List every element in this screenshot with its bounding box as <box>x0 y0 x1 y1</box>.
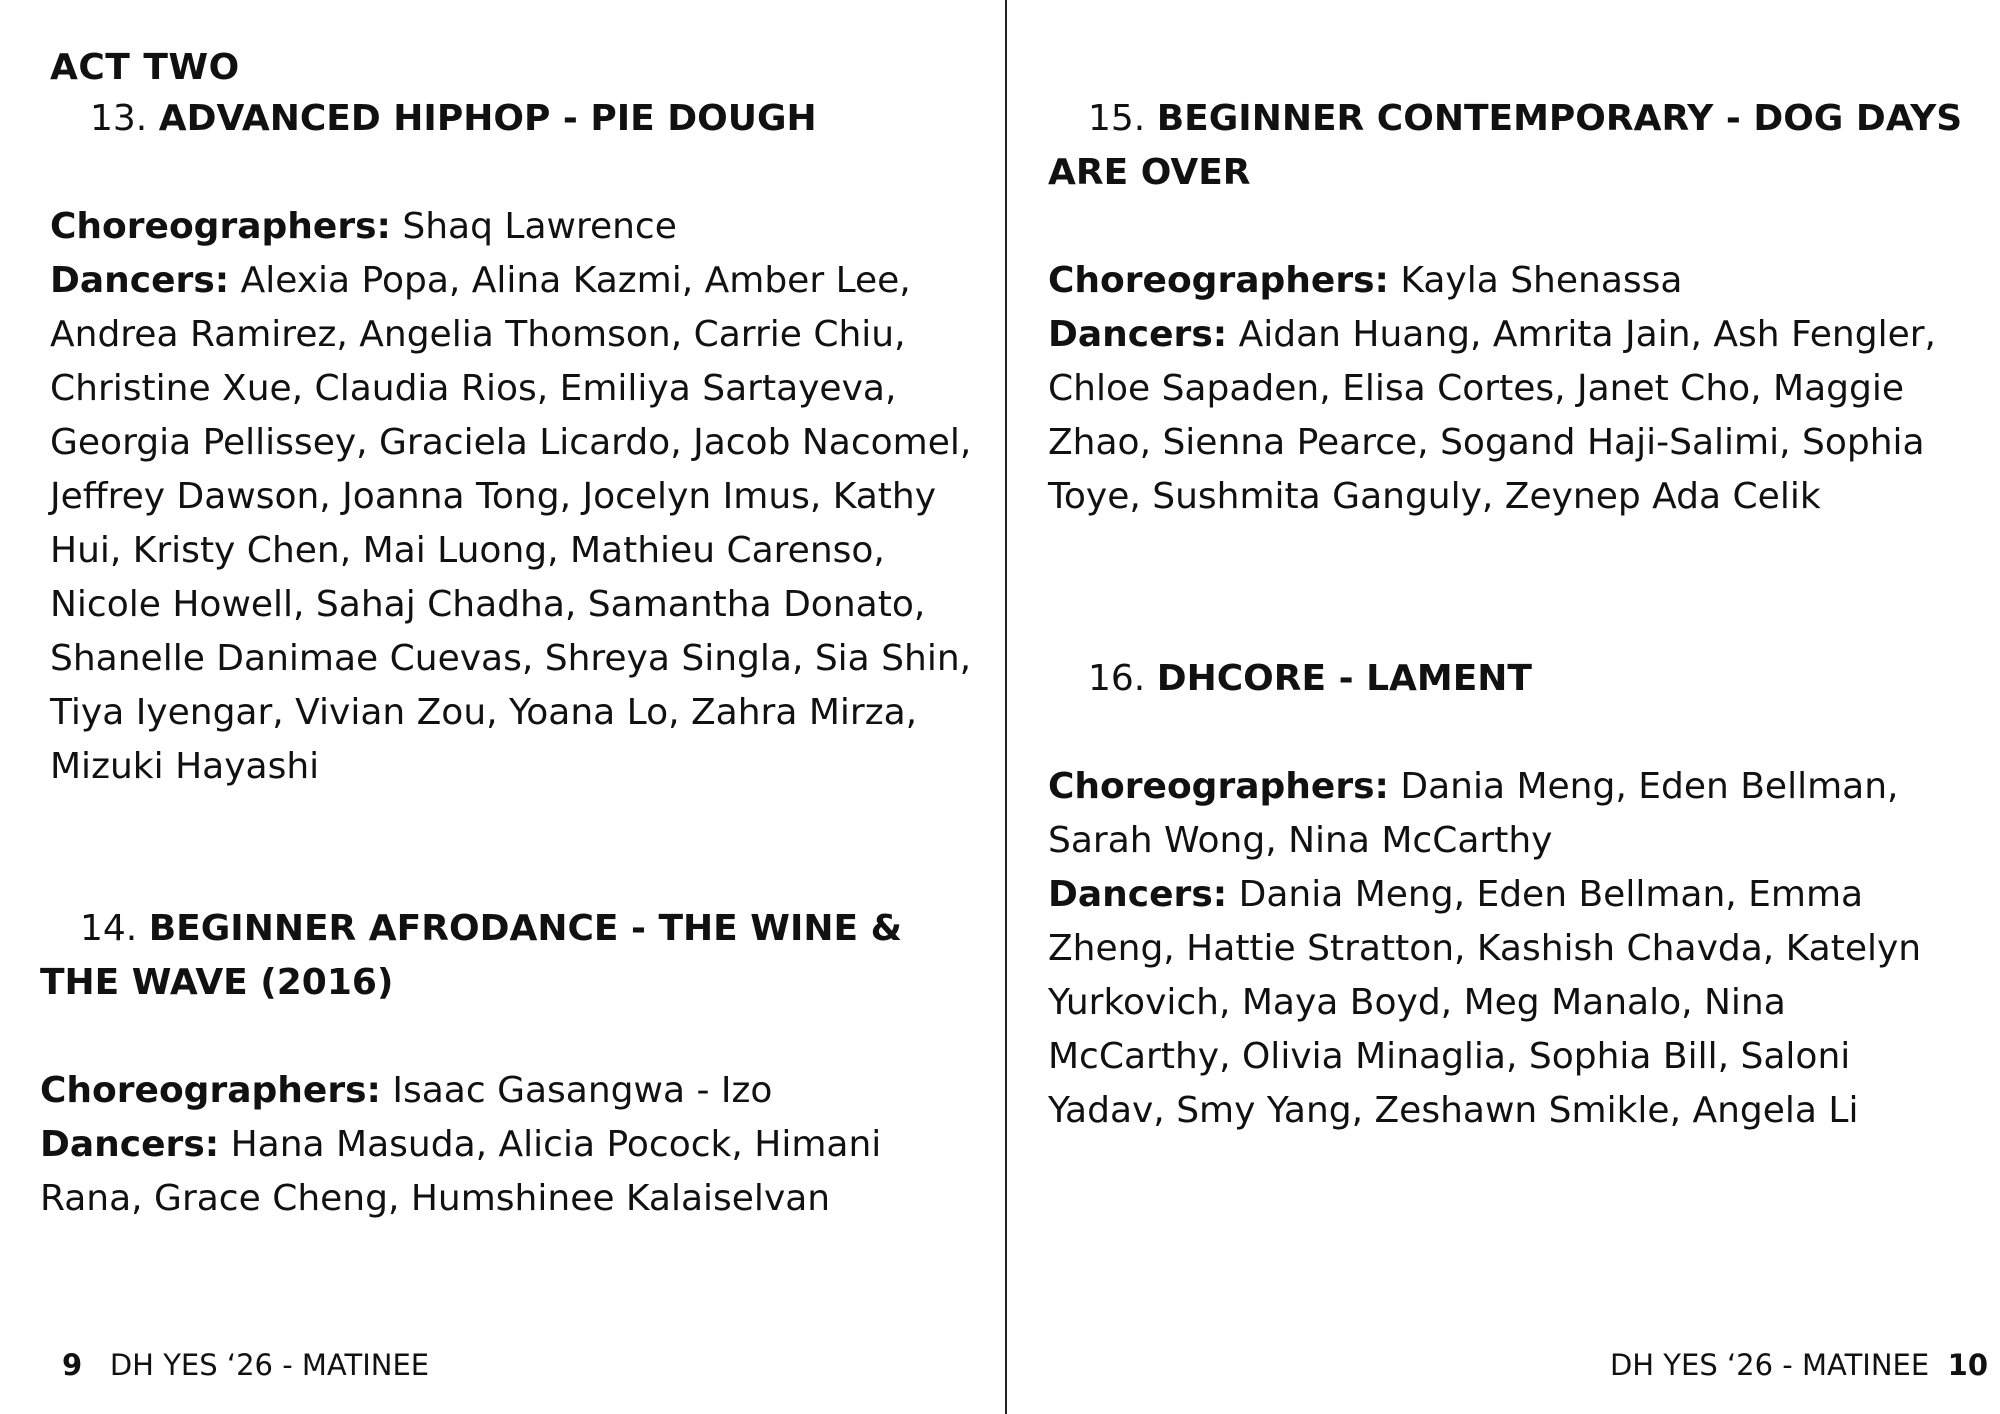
right-page <box>1008 0 2000 1414</box>
act-heading <box>40 902 970 1010</box>
footer-right <box>1610 1345 1988 1385</box>
dancers-line <box>1048 868 1978 1138</box>
dancers-names: Hana Masuda, Alicia Pocock, Himani Rana, Grace Cheng, Humshinee Kalaiselvan <box>40 1124 882 1219</box>
dancers-label: Dancers: <box>50 260 230 301</box>
footer-label: DH YES ‘26 - MATINEE <box>109 1348 430 1382</box>
dancers-label: Dancers: <box>1048 874 1228 915</box>
choreographers-line <box>40 1064 970 1118</box>
choreographers-names: Kayla Shenassa <box>1400 260 1683 301</box>
dancers-names: Aidan Huang, Amrita Jain, Ash Fengler, Chloe Sapaden, Elisa Cortes, Janet Cho, Maggie Zhao, Sienna Pearce, Sogand Haji-Salimi, Sophia Toye, Sushmita Ganguly, Zeynep Ada Celik <box>1048 314 1936 517</box>
choreographers-label: Choreographers: <box>40 1070 381 1111</box>
act-number: 13. <box>90 98 148 139</box>
act-15 <box>1048 92 1978 524</box>
act-16 <box>1048 652 1978 1138</box>
act-name: DHCORE - LAMENT <box>1156 658 1532 699</box>
act-title: ACT TWO <box>50 47 240 88</box>
dancers-line <box>50 254 980 794</box>
page-number: 10 <box>1947 1348 1988 1382</box>
dancers-label: Dancers: <box>1048 314 1228 355</box>
dancers-names: Alexia Popa, Alina Kazmi, Amber Lee, Andrea Ramirez, Angelia Thomson, Carrie Chiu, Christine Xue, Claudia Rios, Emiliya Sartayeva, Georgia Pellissey, Graciela Licardo, Jacob Nacomel, Jeffrey Dawson, Joanna Tong, Jocelyn Imus, Kathy Hui, Kristy Chen, Mai Luong, Mathieu Carenso, Nicole Howell, Sahaj Chadha, Samantha Donato, Shanelle Danimae Cuevas, Shreya Singla, Sia Shin, Tiya Iyengar, Vivian Zou, Yoana Lo, Zahra Mirza, Mizuki Hayashi <box>50 260 972 787</box>
dancers-line <box>40 1118 970 1226</box>
act-number: 16. <box>1088 658 1146 699</box>
page-number: 9 <box>62 1348 83 1382</box>
choreographers-label: Choreographers: <box>1048 766 1389 807</box>
act-number: 14. <box>80 908 138 949</box>
choreographers-line <box>1048 760 1978 868</box>
choreographers-names: Isaac Gasangwa - Izo <box>392 1070 773 1111</box>
choreographers-line <box>50 200 980 254</box>
choreographers-names: Shaq Lawrence <box>402 206 677 247</box>
choreographers-label: Choreographers: <box>50 206 391 247</box>
act-number: 15. <box>1088 98 1146 139</box>
act-heading <box>50 92 980 146</box>
choreographers-line <box>1048 254 1978 308</box>
dancers-names: Dania Meng, Eden Bellman, Emma Zheng, Hattie Stratton, Kashish Chavda, Katelyn Yurkovich, Maya Boyd, Meg Manalo, Nina McCarthy, Olivia Minaglia, Sophia Bill, Saloni Yadav, Smy Yang, Zeshawn Smikle, Angela Li <box>1048 874 1922 1131</box>
page-divider <box>1005 0 1007 1414</box>
act-heading <box>1048 652 1978 706</box>
act-heading <box>1048 92 1978 200</box>
dancers-line <box>1048 308 1978 524</box>
act-name: BEGINNER CONTEMPORARY - DOG DAYS ARE OVER <box>1048 98 1963 193</box>
footer-left <box>62 1345 429 1385</box>
footer-label: DH YES ‘26 - MATINEE <box>1609 1348 1930 1382</box>
choreographers-label: Choreographers: <box>1048 260 1389 301</box>
act-name: BEGINNER AFRODANCE - THE WINE & THE WAVE (2016) <box>40 908 903 1003</box>
dancers-label: Dancers: <box>40 1124 220 1165</box>
choreographers-names: Dania Meng, Eden Bellman, Sarah Wong, Nina McCarthy <box>1048 766 1899 861</box>
act-name: ADVANCED HIPHOP - PIE DOUGH <box>158 98 817 139</box>
act-14 <box>40 902 970 1226</box>
act-13 <box>50 92 980 794</box>
